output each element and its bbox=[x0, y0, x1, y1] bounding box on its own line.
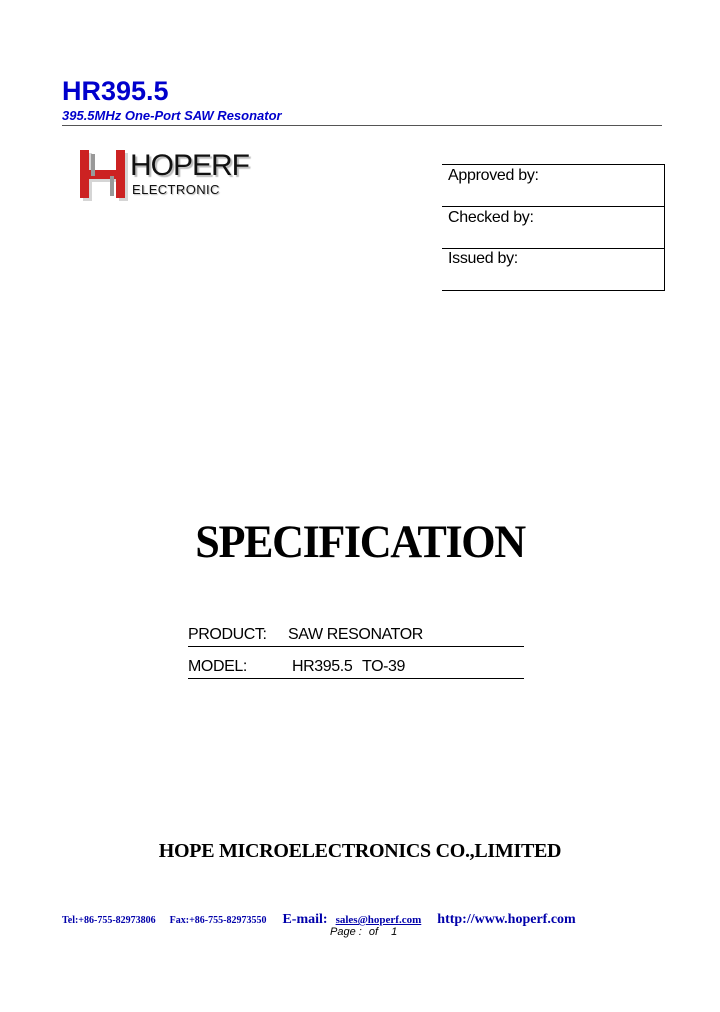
footer-website-link[interactable]: http://www.hoperf.com bbox=[437, 912, 576, 927]
page-number bbox=[330, 926, 397, 938]
footer-contact bbox=[62, 910, 576, 928]
model-line bbox=[188, 658, 524, 679]
header-divider bbox=[62, 125, 662, 126]
issued-by-row bbox=[442, 248, 664, 289]
model-package: TO-39 bbox=[362, 658, 406, 675]
checked-by-row bbox=[442, 207, 664, 249]
approved-by-label: Approved by: bbox=[448, 167, 539, 184]
company-name: HOPE MICROELECTRONICS CO.,LIMITED bbox=[158, 840, 562, 862]
page-label: Page : bbox=[330, 926, 362, 938]
approved-by-row bbox=[442, 165, 664, 207]
footer-tel: Tel:+86-755-82973806 bbox=[62, 915, 156, 926]
product-value: SAW RESONATOR bbox=[288, 626, 423, 643]
footer-email-link[interactable]: sales@hoperf.com bbox=[335, 914, 422, 926]
model-label: MODEL: bbox=[188, 658, 247, 675]
page-total: 1 bbox=[391, 926, 398, 938]
product-label: PRODUCT: bbox=[188, 626, 267, 643]
page-of: of bbox=[368, 926, 379, 938]
issued-by-label: Issued by: bbox=[448, 250, 518, 267]
model-value: HR395.5 bbox=[292, 658, 353, 675]
specification-heading: SPECIFICATION bbox=[195, 516, 525, 568]
hoperf-logo bbox=[80, 150, 270, 206]
logo-brand: HOPERF bbox=[130, 149, 250, 182]
approval-table bbox=[442, 164, 665, 291]
checked-by-label: Checked by: bbox=[448, 209, 534, 226]
footer-fax: Fax:+86-755-82973550 bbox=[169, 915, 267, 926]
logo-tagline: ELECTRONIC bbox=[132, 182, 220, 197]
footer-email-label: E-mail: bbox=[282, 912, 328, 927]
product-line bbox=[188, 626, 524, 647]
document-title: HR395.5 bbox=[62, 76, 169, 106]
document-subtitle: 395.5MHz One-Port SAW Resonator bbox=[62, 108, 282, 123]
